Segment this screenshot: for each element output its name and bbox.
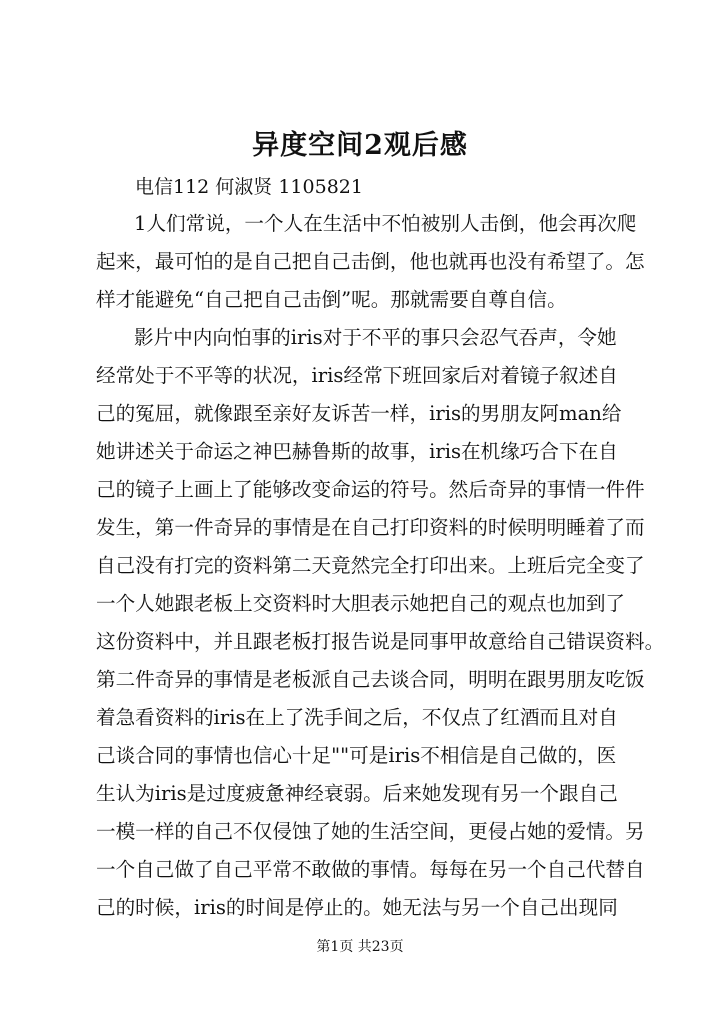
text-line: 己谈合同的事情也信心十足""可是iris不相信是自己做的，医 [96, 744, 617, 767]
text-line: 发生，第一件奇异的事情是在自己打印资料的时候明明睡着了而 [96, 516, 645, 539]
text-line: 一个人她跟老板上交资料时大胆表示她把自己的观点也加到了 [96, 592, 626, 615]
paragraph-2 [96, 319, 665, 927]
text-line: 生认为iris是过度疲惫神经衰弱。后来她发现有另一个跟自己 [96, 782, 618, 805]
text-line: 自己没有打完的资料第二天竟然完全打印出来。上班后完全变了 [96, 554, 645, 577]
author-line: 电信112 何淑贤 1105821 [135, 176, 363, 198]
text-line: 己的镜子上画上了能够改变命运的符号。然后奇异的事情一件件 [96, 478, 645, 501]
text-line: 样才能避免“自己把自己击倒”呢。那就需要自尊自信。 [96, 288, 567, 311]
text-line: 影片中内向怕事的iris对于不平的事只会忍气吞声，令她 [134, 326, 617, 349]
text-line: 着急看资料的iris在上了洗手间之后，不仅点了红酒而且对自 [96, 706, 618, 729]
text-line: 她讲述关于命运之神巴赫鲁斯的故事，iris在机缘巧合下在自 [96, 440, 618, 463]
text-line: 第二件奇异的事情是老板派自己去谈合同，明明在跟男朋友吃饭 [96, 668, 645, 691]
text-line: 1人们常说，一个人在生活中不怕被别人击倒，他会再次爬 [134, 212, 637, 235]
page-number-footer: 第1页 共23页 [316, 939, 404, 955]
text-line: 经常处于不平等的状况，iris经常下班回家后对着镜子叙述自 [96, 364, 618, 387]
document-title: 异度空间2观后感 [252, 130, 468, 161]
text-line: 一模一样的自己不仅侵蚀了她的生活空间，更侵占她的爱情。另 [96, 820, 645, 843]
text-line: 一个自己做了自己平常不敢做的事情。每每在另一个自己代替自 [96, 858, 645, 881]
text-line: 这份资料中，并且跟老板打报告说是同事甲故意给自己错误资料。 [96, 630, 665, 653]
text-line: 起来，最可怕的是自己把自己击倒，他也就再也没有希望了。怎 [96, 250, 645, 273]
text-line: 己的时候，iris的时间是停止的。她无法与另一个自己出现同 [96, 896, 618, 919]
text-line: 己的冤屈，就像跟至亲好友诉苦一样，iris的男朋友阿man给 [96, 402, 622, 425]
paragraph-1 [96, 205, 656, 319]
